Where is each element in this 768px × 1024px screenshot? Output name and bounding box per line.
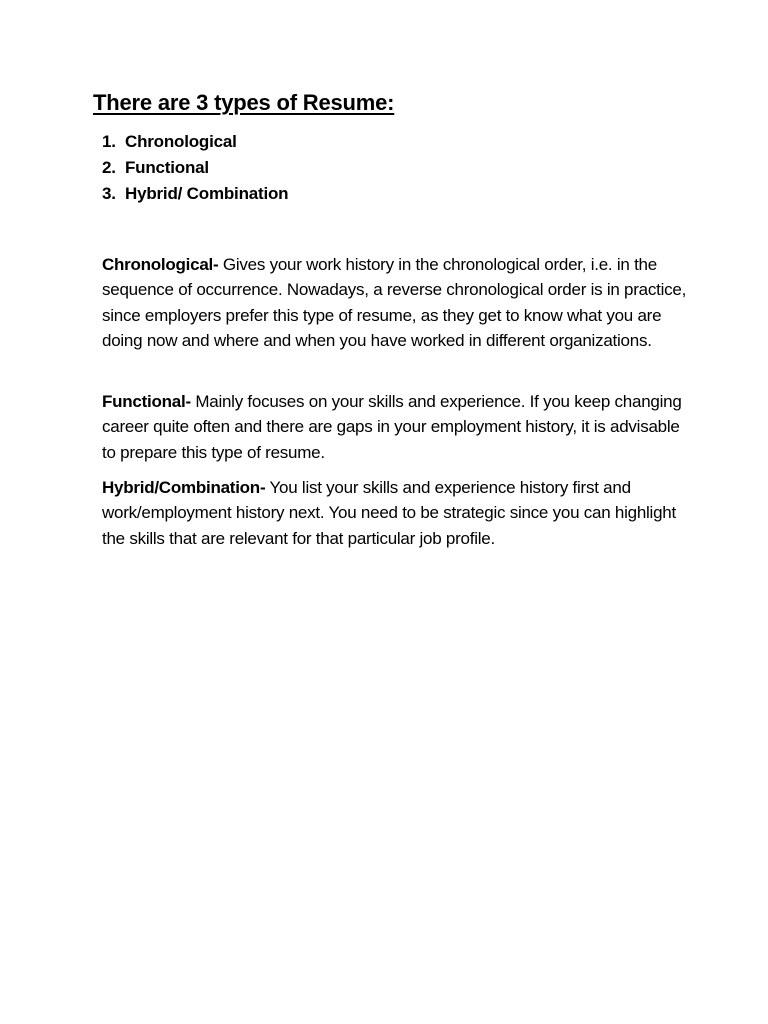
functional-definition [102,389,692,465]
definition-text: Gives your work history in the chronological order, i.e. in the sequence of occurrence. Nowadays, a reverse chronological order is in practice, since employers prefer this type of resume, as they get to know what you are doing now and where and when you have worked in different organizations. [102,255,687,351]
definition-term: Chronological- [102,255,219,274]
document-heading: There are 3 types of Resume: [93,90,395,115]
hybrid-definition [102,475,692,551]
list-item-label: Functional [125,158,209,177]
definition-text: You list your skills and experience history first and work/employment history next. You need to be strategic since you can highlight the skills that are relevant for that particular job profile. [102,478,676,548]
list-item [102,181,288,207]
resume-types-list [102,129,288,207]
list-item-number: 1. [102,132,116,151]
list-item-number: 3. [102,184,116,203]
definition-term: Hybrid/Combination- [102,478,266,497]
list-item-label: Chronological [125,132,237,151]
definition-text: Mainly focuses on your skills and experience. If you keep changing career quite often and there are gaps in your employment history, it is advisable to prepare this type of resume. [102,392,682,462]
list-item-number: 2. [102,158,116,177]
definition-term: Functional- [102,392,191,411]
list-item [102,155,288,181]
list-item-label: Hybrid/ Combination [125,184,289,203]
list-item [102,129,288,155]
chronological-definition [102,252,692,354]
